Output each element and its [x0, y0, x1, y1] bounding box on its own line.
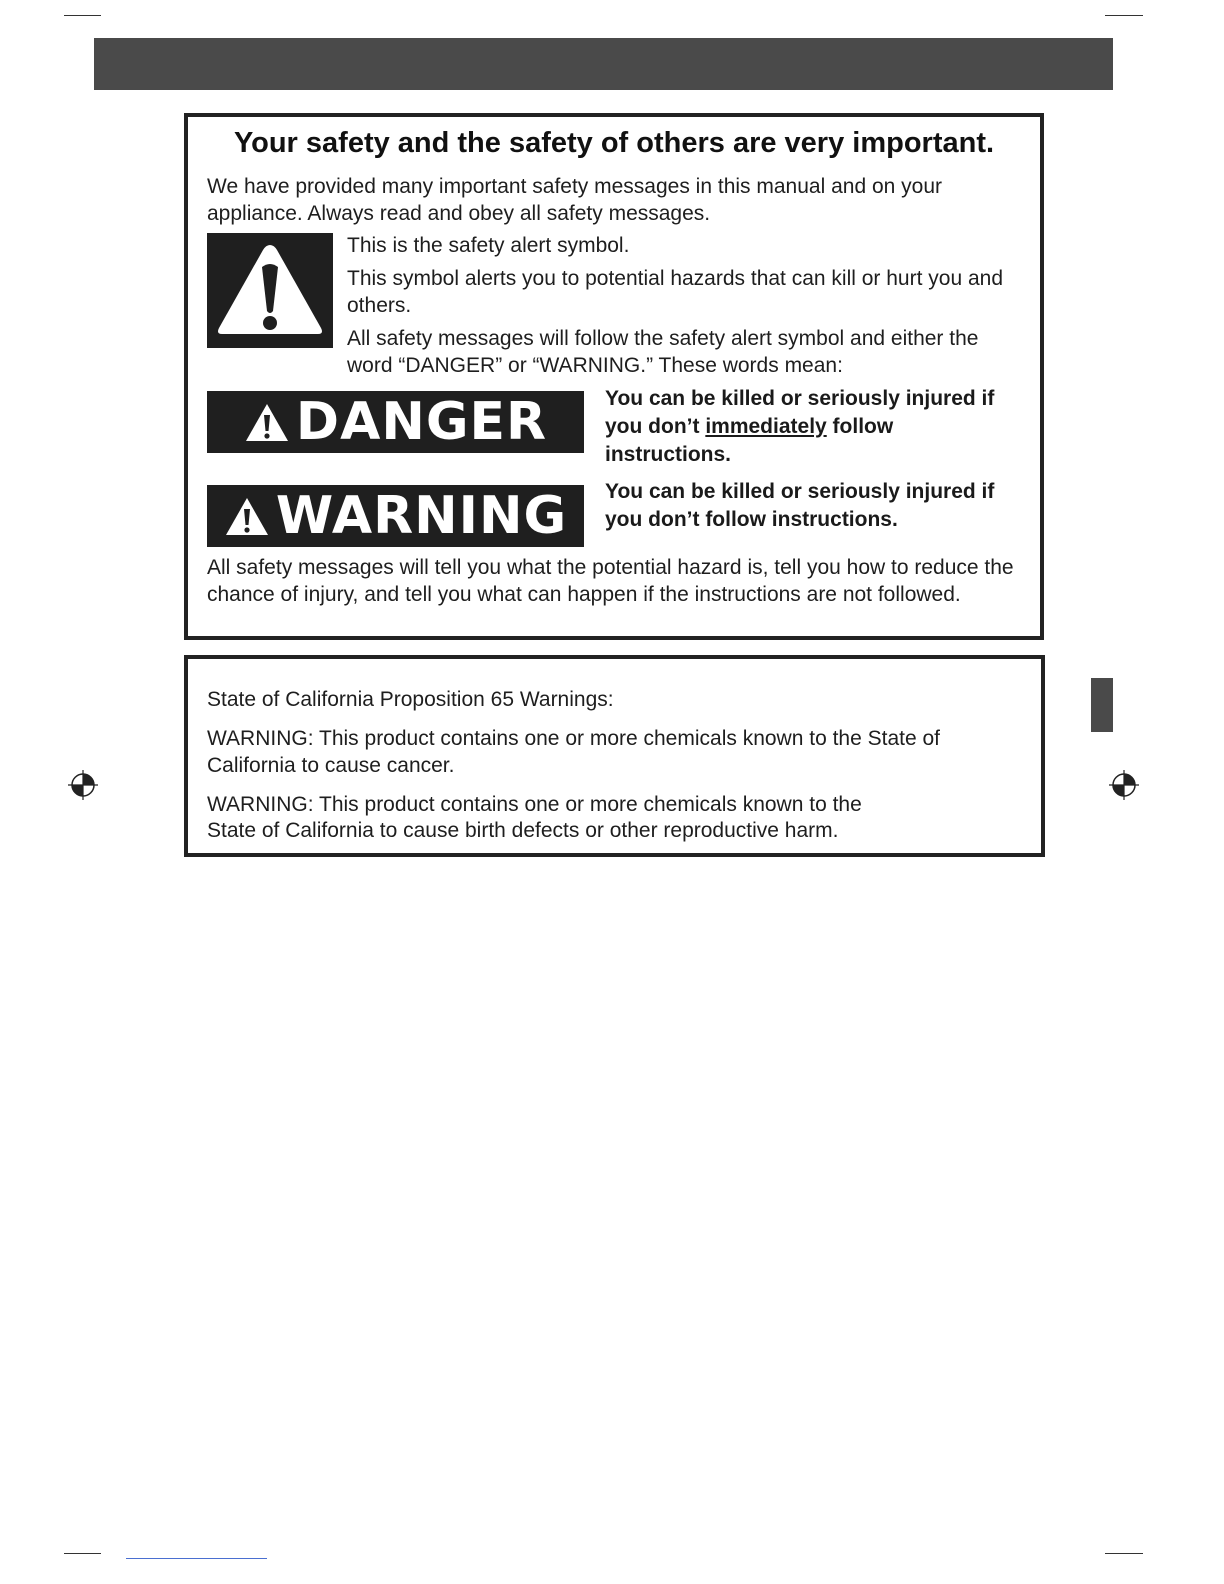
safety-alert-triangle-icon [224, 495, 270, 537]
danger-signal-panel [207, 391, 584, 453]
warning-meaning: You can be killed or seriously injured if you don’t follow instructions. [605, 480, 995, 531]
safety-alert-symbol [207, 233, 333, 348]
safety-notice-box [184, 113, 1044, 640]
danger-meaning [605, 385, 1015, 469]
prop65-warning-box [184, 655, 1045, 857]
crop-mark-bottom-left [64, 1553, 101, 1554]
safety-closing: All safety messages will tell you what the potential hazard is, tell you how to reduce the chance of injury, and tell you what can happen if the instructions are not followed. [207, 556, 1014, 606]
safety-intro: We have provided many important safety messages in this manual and on your appliance. Always read and obey all safety messages. [207, 175, 942, 225]
prop65-warning-birth-defects-line2: State of California to cause birth defects or other reproductive harm. [207, 819, 839, 842]
prop65-warning-cancer: WARNING: This product contains one or more chemicals known to the State of California to cause cancer. [207, 727, 940, 777]
prop65-warning-birth-defects-line1: WARNING: This product contains one or more chemicals known to the [207, 793, 862, 816]
safety-title: Your safety and the safety of others are very important. [233, 127, 995, 159]
danger-meaning-part2: follow instructions. [605, 415, 894, 466]
header-bar [94, 38, 1113, 90]
symbol-description-1: This is the safety alert symbol. [347, 234, 630, 257]
warning-signal-panel [207, 485, 584, 547]
crop-mark-bottom-right [1105, 1553, 1143, 1554]
safety-alert-triangle-icon [207, 233, 333, 348]
section-side-tab [1091, 678, 1113, 732]
prop65-heading: State of California Proposition 65 Warnings: [207, 688, 614, 711]
warning-word: WARNING [275, 486, 568, 546]
registration-crosshair-icon [1109, 770, 1139, 800]
crop-mark-top-right [1105, 15, 1143, 16]
danger-meaning-part1: You can be killed or seriously injured if you don’t [605, 387, 995, 438]
symbol-description-2: This symbol alerts you to potential hazards that can kill or hurt you and others. [347, 267, 1004, 317]
danger-meaning-emphasis: immediately [705, 415, 827, 438]
registration-crosshair-icon [68, 770, 98, 800]
danger-word: DANGER [295, 392, 548, 452]
symbol-description-3: All safety messages will follow the safety alert symbol and either the word “DANGER” or “WARNING.” These words mean: [347, 327, 979, 377]
crop-mark-top-left [64, 15, 101, 16]
bottom-rule [126, 1558, 267, 1559]
safety-alert-triangle-icon [244, 401, 290, 443]
